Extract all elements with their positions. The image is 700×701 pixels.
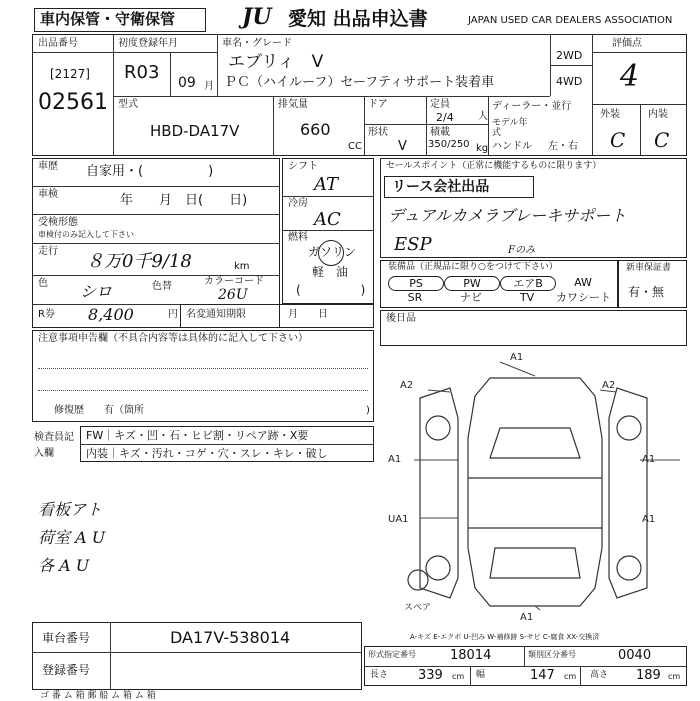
registration-month-unit: 月 [204,81,214,92]
spec-width-label: 幅 [476,670,486,680]
capacity-unit: 人 [478,111,488,122]
inspection-value: 年 月 日( 日) [120,193,248,208]
exterior-grade: C [610,128,626,152]
maintenance-label: 受検形態 [38,217,78,228]
spec-height-unit: cm [668,672,681,681]
dealer-label: ディーラー・並行 [492,101,572,112]
equipment-label: 装備品（正規品に限り○をつけて下さい） [388,262,558,272]
damage-mark: A1 [642,514,656,525]
displacement-unit: CC [348,141,362,152]
mileage-value: ８万0千9/18 [86,251,192,272]
damage-mark: A1 [510,352,524,363]
divider [217,34,218,96]
aircon-value: AC [314,209,341,230]
equipment-grid [388,276,614,306]
load-unit: kg [476,143,489,154]
registration-label: 初度登録年月 [118,38,178,49]
damage-mark: A1 [388,454,402,465]
vehicle-damage-diagram [380,348,687,628]
divider [470,666,471,686]
divider [426,96,427,156]
divider [364,666,687,667]
fuel-selected-circle [318,240,344,266]
maintenance-note: 車検付のみ記入して下さい [38,230,134,239]
divider [640,104,641,156]
spec-width-value: 147 [530,668,555,683]
spec-height-value: 189 [636,668,661,683]
sales-point-note: Fのみ [508,245,535,256]
inspector-fw-line: FW｜キズ・凹・石・ヒビ割・リペア跡・X要 [86,429,309,442]
damage-mark: UA1 [388,514,409,525]
aircon-label: 冷房 [288,198,308,209]
load-label: 積載 [430,127,450,138]
recycle-label: R券 [38,309,55,320]
divider [170,52,171,96]
spec-model-label: 形式指定番号 [368,650,416,659]
spec-model-value: 18014 [450,648,492,663]
sales-point-label: セールスポイント（正常に機能するものに限ります） [386,161,602,171]
inspection-label: 車検 [38,189,58,200]
divider [282,230,374,231]
lot-number: 02561 [38,90,108,115]
divider [282,196,374,197]
reg-number-label: 登録番号 [42,663,91,677]
repair-history-close: ) [366,405,370,416]
equipment-item: カワシート [556,291,611,304]
dotted-line [38,390,368,391]
door-label: ドア [368,99,388,110]
interior-label: 内装 [648,109,668,120]
dotted-line [38,368,368,369]
color-code-label: カラーコード [204,276,264,287]
sales-point-line1: リース会社出品 [392,179,490,195]
divider [364,124,488,125]
history-value: 自家用・( ) [86,164,214,179]
model-grade: ＰＣ（ハイルーフ）セーフティサポート装着車 [224,75,495,90]
equipment-item: ナビ [460,291,482,304]
chassis-value: DA17V-538014 [170,628,291,647]
shift-value: AT [314,174,339,195]
later-notes-label: 後日品 [386,313,416,324]
fuel-diesel: 軽 油 [312,265,349,279]
ju-logo: JU [242,4,272,30]
color-change-label: 色替 [152,281,172,292]
equipment-item: エアB [500,276,556,291]
model-year-label: モデル年式 [492,118,528,138]
equipment-item: PW [444,276,500,291]
spec-length-value: 339 [418,668,443,683]
model-name: エブリィ V [228,52,324,72]
exterior-label: 外装 [600,109,620,120]
divider [113,96,550,97]
color-value: シロ [80,282,113,301]
drive-4wd: 4WD [556,75,583,88]
shift-label: シフト [288,161,318,172]
spec-width-unit: cm [564,672,577,681]
new-warranty-value: 有・無 [628,285,665,299]
equipment-item: SR [407,291,423,304]
type-label: 型式 [118,99,138,110]
capacity-value: 2/4 [436,111,454,124]
notice-label: 名変通知期限 [186,309,246,320]
chassis-label: 車台番号 [42,631,91,645]
fuel-gas: ガソリン [308,245,357,259]
model-name-label: 車名・グレード [222,38,292,49]
divider [32,214,280,215]
notice-unit: 月 日 [288,309,328,320]
inspector-interior-line: 内装｜キズ・汚れ・コゲ・穴・スレ・キレ・破し [86,447,328,460]
divider [592,52,687,53]
divider [32,243,280,244]
equipment-item: PS [388,276,444,291]
divider [488,96,489,156]
equipment-item: AW [574,276,592,289]
shape-label: 形状 [368,127,388,138]
interior-grade: C [654,128,670,152]
load-value: 350/250 [428,139,470,150]
color-code-value: 26U [218,287,248,303]
registration-era-year: R03 [124,62,160,83]
later-notes-section [380,310,687,346]
damage-mark: A1 [642,454,656,465]
fuel-other: ( ) [296,283,366,297]
damage-legend: A-キズ E-エクボ U-凹み W-補修跡 S-サビ C-腐食 XX-交換済 [410,633,600,641]
recycle-unit: 円 [168,309,178,320]
spec-length-label: 長さ [370,670,389,680]
handle-label: ハンドル [492,141,532,152]
spec-class-value: 0040 [618,648,652,663]
divider [110,622,111,690]
divider [32,186,280,187]
damage-mark: A1 [520,612,534,623]
mileage-label: 走行 [38,246,58,257]
lot-code: [2127] [50,67,90,81]
damage-mark: A2 [602,380,616,391]
type-value: HBD-DA17V [150,122,240,140]
fuel-label: 燃料 [288,232,308,243]
divider [524,646,525,666]
divider [364,96,365,156]
divider [580,666,581,686]
divider [550,65,592,66]
repair-history-label: 修復歴 有（箇所 [54,405,144,416]
sales-point-line3: ESP [394,234,432,255]
lot-label: 出品番号 [38,38,78,49]
damage-mark: A2 [400,380,414,391]
inspector-label: 検査員記入欄 [34,432,74,459]
equipment-item: TV [519,291,535,304]
form-title: 愛知 出品申込書 [288,8,428,30]
recycle-value: 8,400 [88,305,134,324]
score-value: 4 [620,59,640,94]
shape-value: V [398,139,407,154]
new-warranty-label: 新車保証書 [626,263,672,273]
notes-label: 注意事項申告欄（不具合内容等は具体的に記入して下さい） [38,333,308,344]
score-label: 評価点 [612,38,642,49]
divider [32,652,362,653]
storage-label: 車内保管・守衛保管 [40,10,176,28]
spec-class-label: 類別区分番号 [528,650,576,659]
handwritten-note-1: 看板アト [38,500,103,519]
form-subtitle: JAPAN USED CAR DEALERS ASSOCIATION [468,15,673,26]
footer-row: ゴ 番 ム 箱 郵 船 ム 箱 ム 箱 [40,691,156,701]
divider [32,52,114,53]
displacement-value: 660 [300,120,331,139]
spec-length-unit: cm [452,672,465,681]
handwritten-note-3: 各 A U [38,556,90,575]
handwritten-note-2: 荷室 A U [38,528,106,547]
divider [80,444,374,445]
color-label: 色 [38,278,48,289]
capacity-label: 定員 [430,99,450,110]
history-label: 車歴 [38,161,58,172]
divider [273,96,274,156]
displacement-label: 排気量 [278,99,308,110]
registration-month: 09 [178,75,196,91]
spec-height-label: 高さ [590,670,609,680]
sales-point-line2: デュアルカメラブレーキサポート [388,206,627,225]
mileage-unit: km [234,261,250,272]
handle-options: 左・右 [548,141,578,152]
divider [113,52,217,53]
drive-2wd: 2WD [556,49,583,62]
spare-label: スペア [404,603,432,613]
